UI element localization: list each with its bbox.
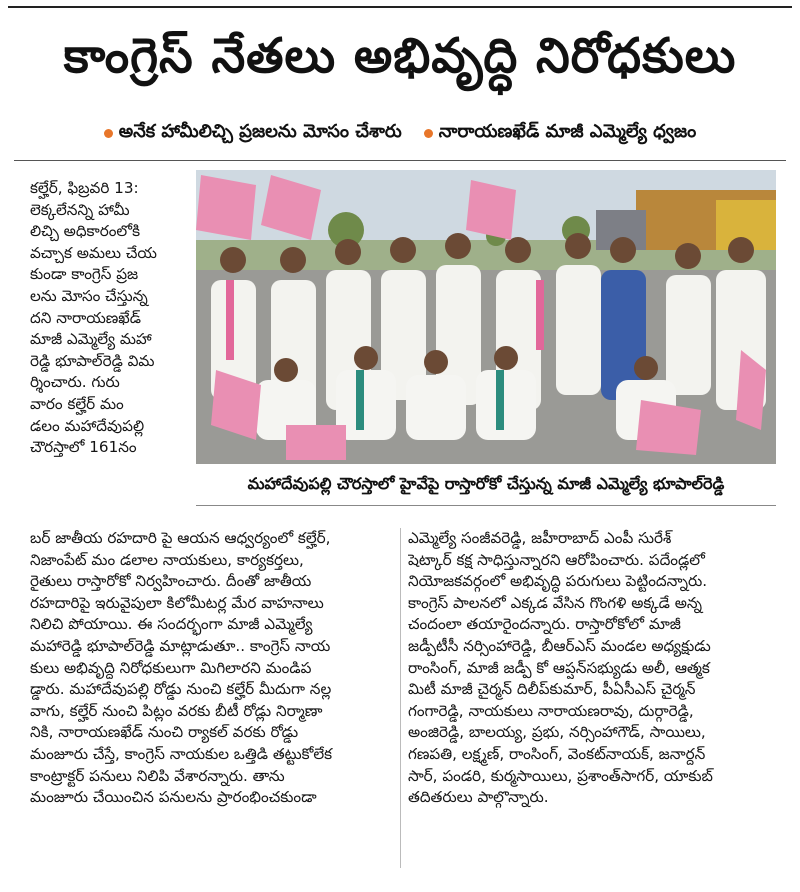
body-line: మంజూరు చేయించిన పనులను ప్రారంభించకుండా	[30, 788, 317, 807]
article-column-left	[30, 528, 392, 809]
photo-caption: మహాదేవుపల్లి చౌరస్తాలో హైవేపై రాస్తారోకో చేస్తున్న మాజీ ఎమ్మెల్యే భూపాల్‌రెడ్డి	[196, 466, 776, 506]
body-line: నిజాంపేట్‌ మం డలాల నాయకులు, కార్యకర్తలు,	[30, 550, 304, 569]
body-line: ఎమ్మెల్యే సంజీవరెడ్డి, జహీరాబాద్‌ ఎంపీ సురేశ్‌	[408, 529, 672, 547]
intro-line: ర్శించారు. గురు	[30, 373, 120, 392]
body-line: నియోజకవర్గంలో అభివృద్ధి పరుగులు పెట్టిందన్నారు.	[408, 572, 708, 591]
intro-line: డలం మహాదేవుపల్లి	[30, 416, 145, 435]
intro-line: వచ్చాక అమలు చేయ	[30, 243, 157, 262]
body-line: చందంలా తయారైందన్నారు. రాస్తారోకోలో మాజీ	[408, 615, 681, 634]
intro-line: కల్హేర్‌, ఫిబ్రవరి 13:	[30, 179, 139, 197]
intro-line: మాజీ ఎమ్మెల్యే మహా	[30, 330, 152, 349]
column-divider	[400, 528, 401, 868]
body-line: గణపతి, లక్ష్మణ్‌, రాంసింగ్‌, వెంకట్‌నాయక్‌, జనార్దన్‌	[408, 744, 706, 763]
bullet-dot-icon	[424, 129, 433, 138]
subdeck-1	[104, 121, 402, 146]
body-line: తదితరులు పాల్గొన్నారు.	[408, 788, 549, 807]
body-line: కాంట్రాక్టర్‌ పనులు నిలిపి వేశారన్నారు. తాను	[30, 766, 285, 785]
intro-line: వారం కల్హేర్‌ మం	[30, 394, 124, 413]
subdeck-1-text: అనేక హామీలిచ్చి ప్రజలను మోసం చేశారు	[118, 120, 402, 142]
intro-line: లను మోసం చేస్తున్న	[30, 286, 148, 305]
body-line: డ్డారు. మహాదేవుపల్లి రోడ్డు నుంచి కల్హేర్‌ మీదుగా నల్ల	[30, 680, 332, 699]
body-line: గంగారెడ్డి, నాయకులు నారాయణరావు, దుర్గారెడ్డి,	[408, 701, 694, 720]
body-line: వాగు, కల్హేర్‌ నుంచి పిట్లం వరకు బీటీ రోడ్లు నిర్మాణా	[30, 701, 323, 720]
body-line: రహదారిపై ఇరువైపులా కిలోమీటర్ల మేర వాహనాలు	[30, 593, 324, 612]
body-line: మంజూరు చేస్తే, కాంగ్రెస్‌ నాయకుల ఒత్తిడి తట్టుకోలేక	[30, 744, 333, 763]
headline: కాంగ్రెస్‌ నేతలు అభివృద్ధి నిరోధకులు	[63, 28, 737, 84]
body-line: రాంసింగ్‌, మాజీ జడ్పీ కో ఆప్షన్‌సభ్యుడు అలీ, ఆత్మక	[408, 658, 710, 677]
article-intro-column	[30, 178, 190, 459]
intro-line: లిచ్చి అధికారంలోకి	[30, 222, 141, 241]
subdeck-2-text: నారాయణఖేడ్‌ మాజీ ఎమ్మెల్యే ధ్వజం	[438, 120, 697, 142]
body-line: బర్‌ జాతీయ రహదారి పై ఆయన ఆధ్వర్యంలో కల్హేర్‌,	[30, 529, 331, 547]
body-line: జడ్పీటీసీ నర్సింహారెడ్డి, బీఆర్‌ఎస్‌ మండల అధ్యక్షుడు	[408, 636, 711, 655]
body-line: సార్‌, పండరి, కుర్మసాయిలు, ప్రశాంత్‌సాగర్‌, యాకుబ్‌	[408, 766, 713, 785]
intro-line: రెడ్డి భూపాల్‌రెడ్డి విమ	[30, 351, 155, 370]
bullet-dot-icon	[104, 129, 113, 138]
body-line: అంజిరెడ్డి, బాలయ్య, ప్రభు, నర్సింహాగౌడ్‌, సాయిలు,	[408, 723, 706, 742]
body-line: నికి, నారాయణఖేడ్‌ నుంచి ర్యాకల్‌ వరకు రోడ్డు	[30, 723, 299, 742]
body-line: మహారెడ్డి భూపాల్‌రెడ్డి మాట్లాడుతూ.. కాంగ్రెస్‌ నాయ	[30, 636, 331, 655]
body-line: షెట్కార్‌ కక్ష సాధిస్తున్నారని ఆరోపించారు. పదేండ్లలో	[408, 550, 705, 569]
deck-rule	[14, 160, 786, 161]
body-line: కాంగ్రెస్‌ పాలనలో ఎక్కడ వేసిన గొంగళి అక్కడే అన్న	[408, 593, 703, 612]
body-line: నిలిచి పోయాయి. ఈ సందర్భంగా మాజీ ఎమ్మెల్యే	[30, 615, 313, 634]
subdeck-row	[16, 116, 784, 150]
article-column-right	[408, 528, 770, 809]
body-line: రైతులు రాస్తారోకో నిర్వహించారు. దీంతో జాతీయ	[30, 572, 312, 591]
body-line: కులు అభివృద్ధి నిరోధకులుగా మిగిలారని మండిప	[30, 658, 312, 677]
news-photo	[196, 170, 776, 464]
subdeck-2	[424, 121, 696, 146]
body-line: మిటీ మాజీ చైర్మన్‌ దిలీప్‌కుమార్‌, పీఏసీఎస్‌ చైర్మన్‌	[408, 680, 696, 699]
intro-line: లెక్కలేనన్ని హామీ	[30, 200, 130, 219]
intro-line: చౌరస్తాలో 161నం	[30, 438, 137, 457]
intro-line: కుండా కాంగ్రెస్‌ ప్రజ	[30, 265, 139, 284]
intro-line: దని నారాయణఖేడ్‌	[30, 308, 142, 327]
top-rule	[8, 6, 792, 8]
protest-photo-illustration	[196, 170, 776, 464]
